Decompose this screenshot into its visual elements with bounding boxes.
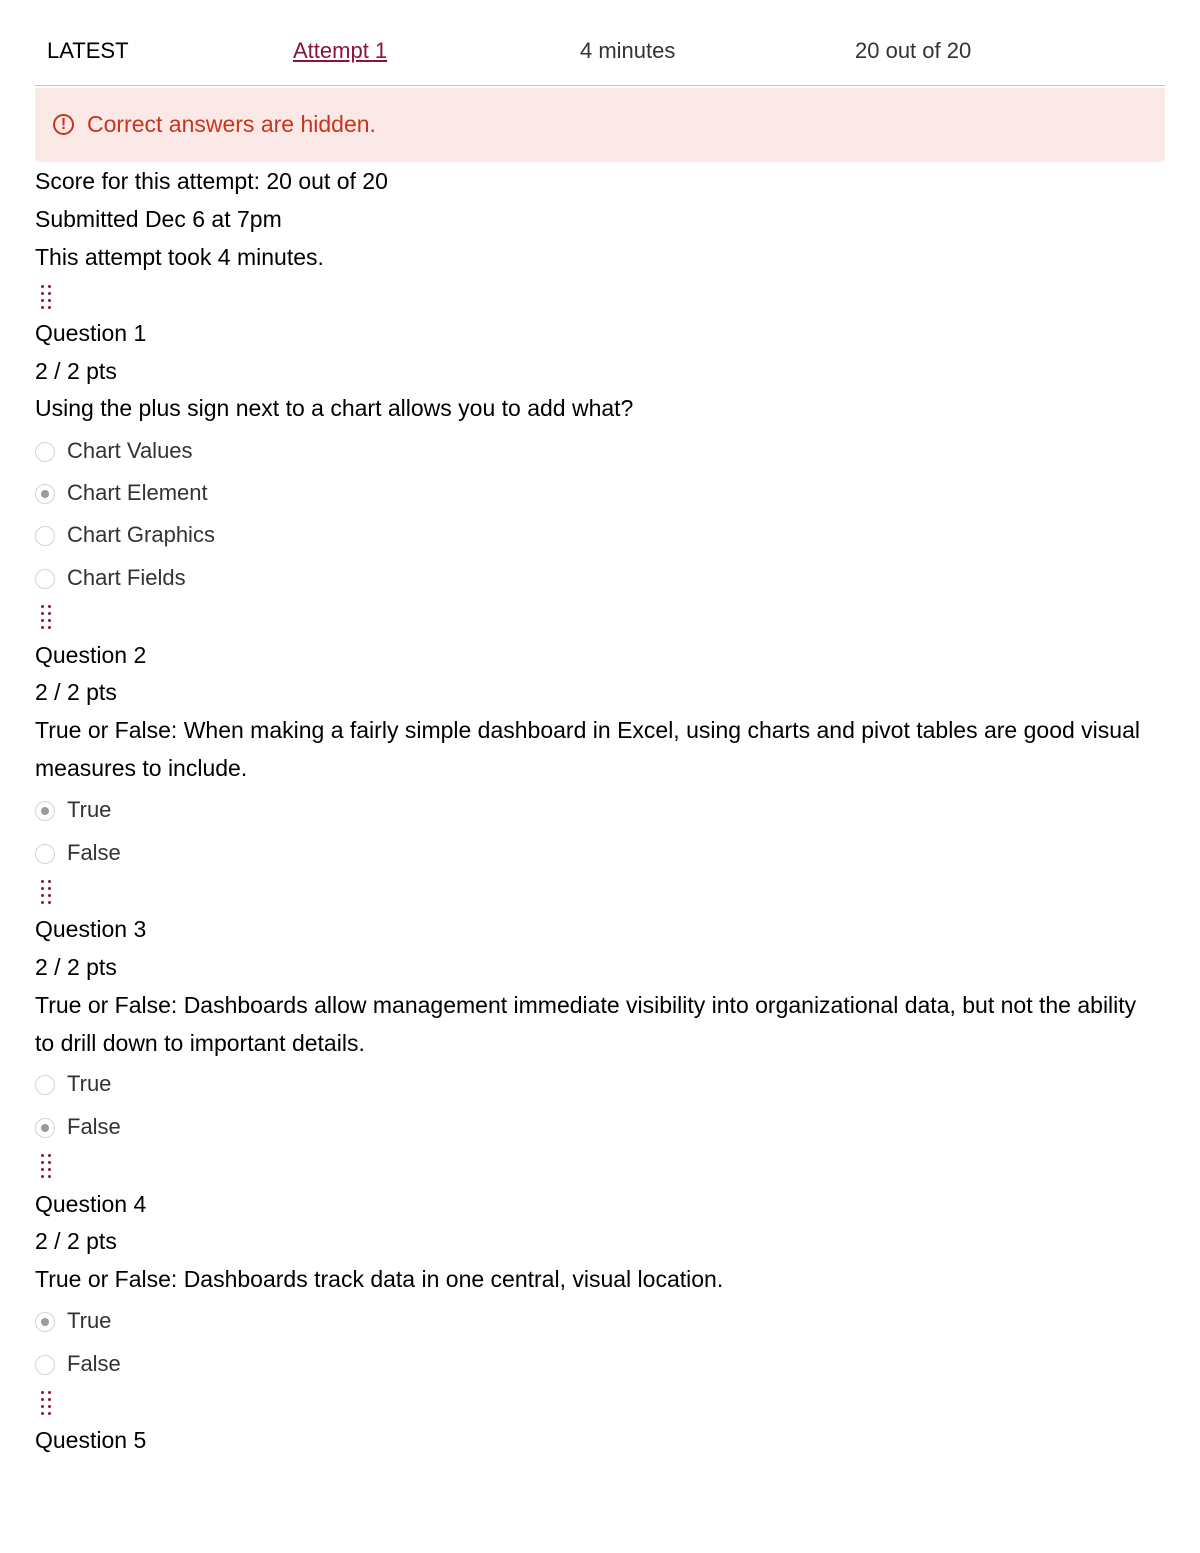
warning-circle-icon: ! [53,114,74,135]
radio-button-selected[interactable] [35,484,55,504]
answer-label: False [67,840,121,865]
question-points: 2 / 2 pts [35,1228,117,1254]
answer-label: False [67,1114,121,1139]
radio-button-selected[interactable] [35,1118,55,1138]
score-summary: Score for this attempt: 20 out of 20 [35,168,388,194]
answer-label: Chart Fields [67,565,186,590]
answer-label: Chart Graphics [67,522,215,547]
answer-label: False [67,1351,121,1376]
question-title: Question 4 [35,1191,147,1217]
answer-label: Chart Element [67,480,208,505]
attempt-duration: This attempt took 4 minutes. [35,244,324,270]
drag-handle-icon[interactable] [40,285,54,311]
latest-label: LATEST [47,38,129,63]
question-title: Question 5 [35,1427,147,1453]
answer-label: True [67,1071,112,1096]
radio-button[interactable] [35,844,55,864]
alert-banner [35,88,1165,162]
question-text: True or False: Dashboards track data in one central, visual location. [35,1266,724,1292]
question-points: 2 / 2 pts [35,679,117,705]
answer-label: Chart Values [67,438,193,463]
answer-label: True [67,1308,112,1333]
alert-text: Correct answers are hidden. [87,111,376,137]
radio-button-selected[interactable] [35,1312,55,1332]
attempt-time: 4 minutes [580,38,676,63]
question-points: 2 / 2 pts [35,358,117,384]
attempt-history-row [0,38,1200,68]
radio-button[interactable] [35,569,55,589]
radio-button-selected[interactable] [35,801,55,821]
drag-handle-icon[interactable] [40,880,54,906]
drag-handle-icon[interactable] [40,605,54,631]
question-title: Question 1 [35,320,147,346]
submitted-date: Submitted Dec 6 at 7pm [35,206,282,232]
question-text: True or False: Dashboards allow management immediate visibility into organizational data, but not the ability to drill down to important details. [35,992,1137,1056]
question-text: True or False: When making a fairly simple dashboard in Excel, using charts and pivot tables are good visual measures to include. [35,717,1140,781]
question-points: 2 / 2 pts [35,954,117,980]
question-text: Using the plus sign next to a chart allows you to add what? [35,395,634,421]
question-title: Question 3 [35,916,147,942]
answer-label: True [67,797,112,822]
radio-button[interactable] [35,442,55,462]
drag-handle-icon[interactable] [40,1391,54,1417]
drag-handle-icon[interactable] [40,1154,54,1180]
radio-button[interactable] [35,526,55,546]
attempt-score: 20 out of 20 [855,38,972,63]
attempt-link[interactable]: Attempt 1 [293,38,388,63]
radio-button[interactable] [35,1075,55,1095]
question-title: Question 2 [35,642,147,668]
radio-button[interactable] [35,1355,55,1375]
divider [35,85,1165,86]
